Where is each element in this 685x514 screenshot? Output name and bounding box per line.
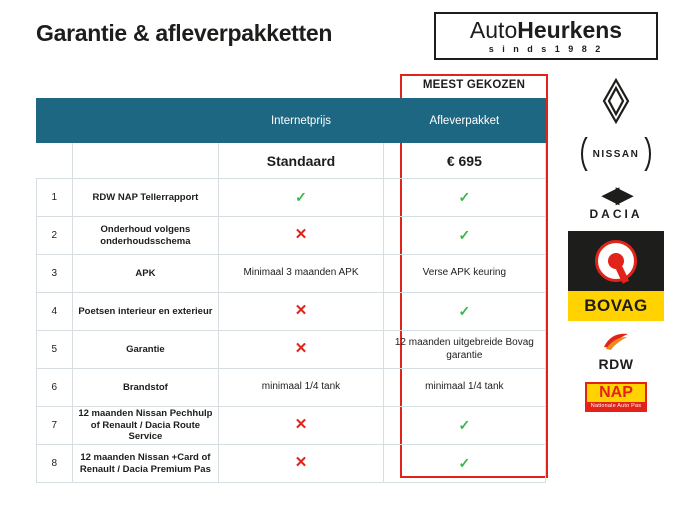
renault-logo [598,78,634,124]
nap-wordmark: NAP [587,384,645,402]
row-label: RDW NAP Tellerrapport [72,179,219,217]
cross-icon: ✕ [294,416,308,434]
row-number: 7 [37,407,73,445]
row-number: 1 [37,179,73,217]
nap-logo [585,382,647,412]
auto-heurkens-logo [434,12,658,60]
cross-icon: ✕ [294,340,308,358]
rdw-wordmark: RDW [598,356,634,372]
table-row [37,407,546,445]
check-icon: ✓ [458,454,471,471]
logo-tagline: s i n d s 1 9 8 2 [488,43,604,54]
row-internet-value [219,407,383,445]
header-cell-num [37,99,73,143]
bovag-stem-icon [616,266,629,283]
row-package-value: Verse APK keuring [383,255,545,293]
nissan-logo [579,134,653,174]
renault-diamond-icon [598,78,634,124]
cross-icon: ✕ [294,454,308,472]
dacia-mark-icon: ◀▶ [602,182,630,207]
nissan-wordmark: NISSAN [592,148,640,160]
table-row [37,217,546,255]
check-icon: ✓ [458,188,471,205]
row-label: Onderhoud volgens onderhoudsschema [72,217,219,255]
table-row [37,445,546,483]
row-package-value [383,407,545,445]
cross-icon: ✕ [294,302,308,320]
table-row [37,255,546,293]
bovag-logo [568,231,664,321]
brand-logo-rail [560,78,672,412]
rdw-logo [599,331,634,372]
dacia-logo [590,184,643,221]
header-cell-item [72,99,219,143]
row-package-value [383,179,545,217]
check-icon: ✓ [458,302,471,319]
table-row [37,331,546,369]
logo-word-auto: Auto [469,16,518,43]
row-package-value [383,293,545,331]
rdw-flame-icon [603,331,629,351]
row-internet-value [219,445,383,483]
check-icon: ✓ [458,416,471,433]
row-label: 12 maanden Nissan Pechhulp of Renault / Dacia Route Service [72,407,219,445]
row-number: 8 [37,445,73,483]
row-internet-value [219,293,383,331]
row-package-value [383,217,545,255]
row-number: 4 [37,293,73,331]
header-cell-internet: Internetprijs [219,99,383,143]
row-internet-value [219,331,383,369]
row-number: 6 [37,369,73,407]
row-number: 2 [37,217,73,255]
row-package-value: minimaal 1/4 tank [383,369,545,407]
row-number: 3 [37,255,73,293]
row-label: Brandstof [72,369,219,407]
row-internet-value: Minimaal 3 maanden APK [219,255,383,293]
page-title: Garantie & afleverpakketten [36,20,333,46]
table-row [37,293,546,331]
price-cell-package: € 695 [383,143,545,179]
check-icon: ✓ [458,226,471,243]
check-icon: ✓ [295,188,307,205]
row-label: APK [72,255,219,293]
price-cell-num [37,143,73,179]
table-header-row [37,99,546,143]
logo-wordmark [469,16,623,43]
bovag-emblem [568,231,664,291]
header-cell-package: Afleverpakket [383,99,545,143]
row-label: Poetsen interieur en exterieur [72,293,219,331]
bovag-wordmark: BOVAG [568,291,664,321]
row-internet-value [219,217,383,255]
row-package-value [383,445,545,483]
table-row [37,369,546,407]
row-package-value: 12 maanden uitgebreide Bovag garantie [383,331,545,369]
row-label: 12 maanden Nissan +Card of Renault / Dacia Premium Pas [72,445,219,483]
price-row [37,143,546,179]
comparison-table [36,98,546,483]
row-label: Garantie [72,331,219,369]
most-chosen-label: MEEST GEKOZEN [422,79,526,91]
nap-subtitle: Nationale Auto Pas [587,402,645,410]
row-internet-value [219,179,383,217]
dacia-wordmark: DACIA [589,207,643,221]
logo-word-heurkens: Heurkens [517,16,623,43]
cross-icon: ✕ [294,226,308,244]
row-internet-value: minimaal 1/4 tank [219,369,383,407]
price-cell-item [72,143,219,179]
table-row [37,179,546,217]
row-number: 5 [37,331,73,369]
bovag-circle-icon [595,240,637,282]
price-cell-internet: Standaard [219,143,383,179]
